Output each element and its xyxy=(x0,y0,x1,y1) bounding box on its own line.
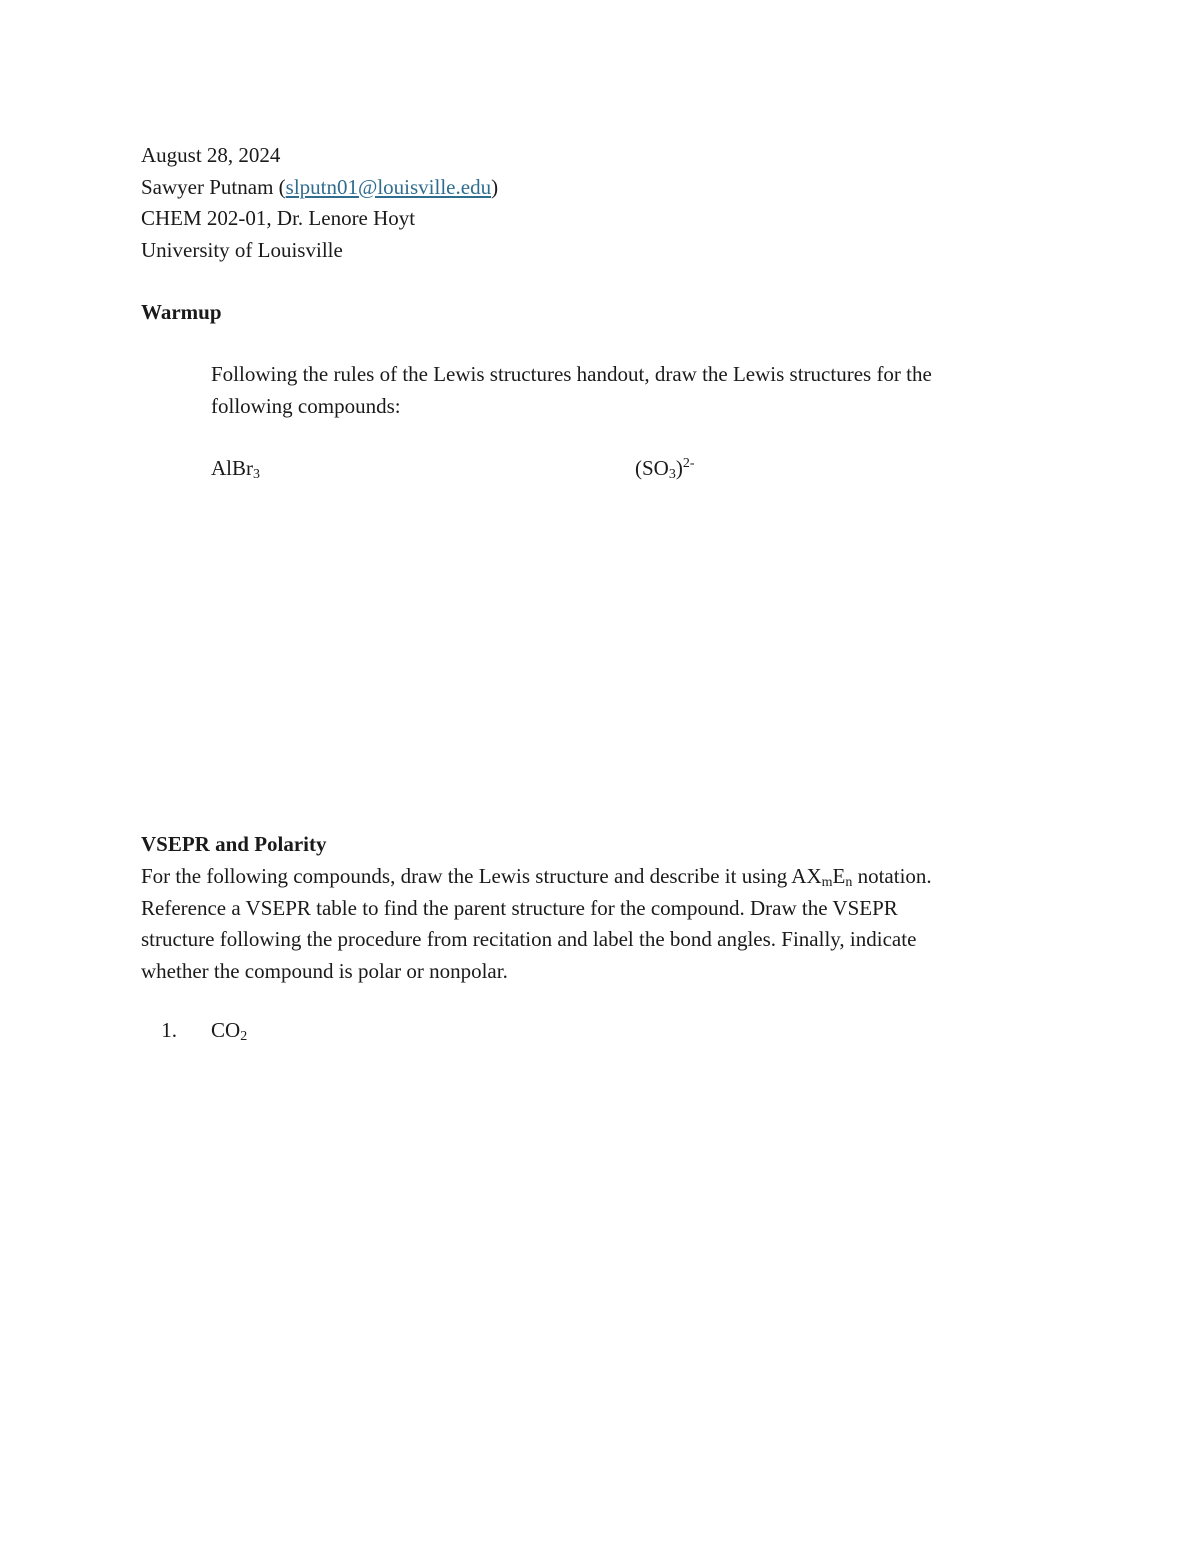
list-item-formula-base: CO xyxy=(211,1018,241,1042)
vsepr-sub-n: n xyxy=(845,875,853,890)
vsepr-line1-prefix: For the following compounds, draw the Lewis structure and describe it using AX xyxy=(141,864,822,888)
compound-sulfite-close: ) xyxy=(675,456,683,480)
list-item-formula-subscript: 2 xyxy=(240,1029,248,1044)
document-header xyxy=(141,140,498,266)
vsepr-instructions-line-3: structure following the procedure from recitation and label the bond angles. Finally, indicate xyxy=(141,927,917,951)
vsepr-instructions-line-2: Reference a VSEPR table to find the parent structure for the compound. Draw the VSEPR xyxy=(141,895,898,920)
compound-albr3 xyxy=(211,453,260,485)
warmup-instructions-line-2: following compounds: xyxy=(211,393,401,418)
compound-albr3-subscript: 3 xyxy=(253,467,260,482)
compound-sulfite-subscript: 3 xyxy=(668,467,676,482)
vsepr-heading: VSEPR and Polarity xyxy=(141,832,327,856)
list-item-number: 1. xyxy=(161,1018,177,1042)
compound-albr3-base: AlBr xyxy=(211,456,253,480)
warmup-heading: Warmup xyxy=(141,300,222,324)
date-line: August 28, 2024 xyxy=(141,143,281,167)
warmup-instructions xyxy=(211,359,1041,422)
course-line: CHEM 202-01, Dr. Lenore Hoyt xyxy=(141,206,416,230)
compound-sulfite xyxy=(635,453,695,485)
author-name: Sawyer Putnam xyxy=(141,174,274,199)
vsepr-line1-suffix: notation. xyxy=(852,864,932,888)
vsepr-instructions-line-4: whether the compound is polar or nonpolar. xyxy=(141,958,508,983)
open-paren: ( xyxy=(278,174,286,199)
vsepr-line1-mid: E xyxy=(832,864,846,888)
list-item xyxy=(141,1015,247,1047)
warmup-instructions-line-1: Following the rules of the Lewis structures handout, draw the Lewis structures for the xyxy=(211,362,932,386)
author-line xyxy=(141,172,498,204)
author-email-link[interactable]: slputn01@louisville.edu xyxy=(285,174,492,199)
compound-sulfite-open: (SO xyxy=(635,456,669,480)
vsepr-instructions-line-1 xyxy=(141,861,1041,893)
vsepr-instructions xyxy=(141,861,1041,987)
vsepr-sub-m: m xyxy=(821,875,833,890)
compound-sulfite-charge: 2- xyxy=(682,456,695,471)
institution-line: University of Louisville xyxy=(141,237,343,262)
close-paren: ) xyxy=(491,174,499,199)
